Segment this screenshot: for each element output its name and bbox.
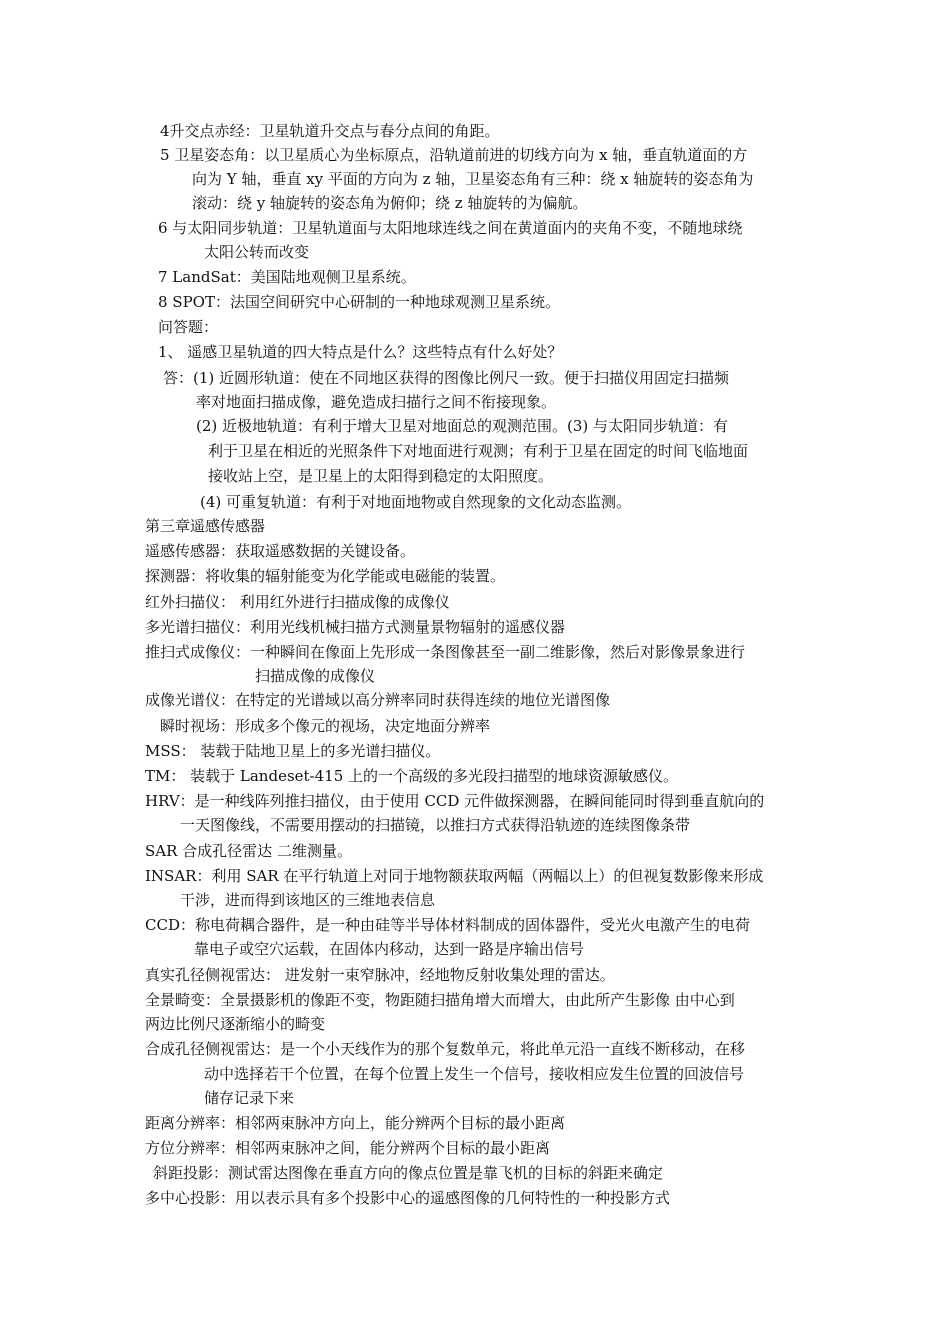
text-line: (4) 可重复轨道：有利于对地面地物或自然现象的文化动态监测。 [200, 493, 632, 511]
text-line: 方位分辨率：相邻两束脉冲之间，能分辨两个目标的最小距离 [145, 1139, 551, 1157]
text-line: 红外扫描仪： 利用红外进行扫描成像的成像仪 [145, 593, 450, 611]
text-line: 推扫式成像仪：一种瞬间在像面上先形成一条图像甚至一副二维影像，然后对影像景象进行 [145, 643, 746, 661]
text-line: 斜距投影：测试雷达图像在垂直方向的像点位置是靠飞机的目标的斜距来确定 [153, 1164, 664, 1182]
text-line: 储存记录下来 [204, 1089, 295, 1107]
text-line: HRV：是一种线阵列推扫描仪，由于使用 CCD 元件做探测器，在瞬间能同时得到垂直航向的 [145, 792, 765, 810]
text-line: INSAR：利用 SAR 在平行轨道上对同于地物额获取两幅（两幅以上）的但视复数影像来形成 [145, 867, 764, 885]
text-line: 7 LandSat：美国陆地观侧卫星系统。 [158, 268, 416, 286]
text-line: 8 SPOT：法国空间研究中心研制的一种地球观测卫星系统。 [158, 293, 560, 311]
text-line: 利于卫星在相近的光照条件下对地面进行观测；有利于卫星在固定的时间飞临地面 [208, 442, 749, 460]
text-line: 距离分辨率：相邻两束脉冲方向上，能分辨两个目标的最小距离 [145, 1114, 566, 1132]
text-line: 扫描成像的成像仪 [255, 667, 376, 685]
text-line: 遥感传感器：获取遥感数据的关键设备。 [145, 542, 416, 560]
text-line: 真实孔径侧视雷达： 进发射一束窄脉冲，经地物反射收集处理的雷达。 [145, 966, 615, 984]
text-line: 多光谱扫描仪：利用光线机械扫描方式测量景物辐射的遥感仪器 [145, 618, 566, 636]
text-line: 率对地面扫描成像，避免造成扫描行之间不衔接现象。 [196, 393, 557, 411]
text-line: SAR 合成孔径雷达 二维测量。 [145, 842, 352, 860]
text-line: CCD：称电荷耦合器件，是一种由硅等半导体材料制成的固体器件，受光火电激产生的电荷 [145, 916, 750, 934]
text-line: 5 卫星姿态角：以卫星质心为坐标原点，沿轨道前进的切线方向为 x 轴，垂直轨道面的方 [160, 146, 748, 164]
text-line: 4升交点赤经：卫星轨道升交点与春分点间的角距。 [160, 122, 500, 140]
text-line: MSS： 装载于陆地卫星上的多光谱扫描仪。 [145, 742, 441, 760]
chapter-heading: 第三章遥感传感器 [145, 517, 266, 535]
text-line: 合成孔径侧视雷达：是一个小天线作为的那个复数单元，将此单元沿一直线不断移动，在移 [145, 1040, 746, 1058]
answer-text: 答：(1) 近圆形轨道：使在不同地区获得的图像比例尺一致。便于扫描仪用固定扫描频 [163, 369, 730, 387]
text-line: 靠电子或空穴运载，在固体内移动，达到一路是序输出信号 [194, 940, 585, 958]
question-text: 1、 遥感卫星轨道的四大特点是什么？这些特点有什么好处？ [158, 343, 563, 361]
text-line: 滚动：绕 y 轴旋转的姿态角为俯仰；绕 z 轴旋转的为偏航。 [192, 194, 588, 212]
text-line: 动中选择若干个位置，在每个位置上发生一个信号，接收相应发生位置的回波信号 [204, 1065, 745, 1083]
text-line: 全景畸变：全景摄影机的像距不变，物距随扫描角增大而增大，由此所产生影像 由中心到 [145, 991, 735, 1009]
text-line: 成像光谱仪：在特定的光谱域以高分辨率同时获得连续的地位光谱图像 [145, 691, 611, 709]
text-line: 探测器：将收集的辐射能变为化学能或电磁能的装置。 [145, 567, 506, 585]
text-line: 两边比例尺逐渐缩小的畸变 [145, 1015, 326, 1033]
text-line: TM： 装载于 Landeset-415 上的一个高级的多光段扫描型的地球资源敏感仪。 [145, 767, 679, 785]
section-heading: 问答题： [158, 318, 219, 336]
text-line: 干涉，进而得到该地区的三维地表信息 [180, 891, 436, 909]
text-line: 瞬时视场：形成多个像元的视场，决定地面分辨率 [160, 717, 491, 735]
text-line: (2) 近极地轨道：有利于增大卫星对地面总的观测范围。(3) 与太阳同步轨道：有 [196, 417, 729, 435]
text-line: 接收站上空，是卫星上的太阳得到稳定的太阳照度。 [208, 467, 554, 485]
text-line: 太阳公转而改变 [204, 243, 310, 261]
text-line: 6 与太阳同步轨道：卫星轨道面与太阳地球连线之间在黄道面内的夹角不变，不随地球绕 [158, 219, 743, 237]
text-line: 多中心投影：用以表示具有多个投影中心的遥感图像的几何特性的一种投影方式 [145, 1189, 671, 1207]
text-line: 向为 Y 轴，垂直 xy 平面的方向为 z 轴，卫星姿态角有三种：绕 x 轴旋转的姿态角为 [192, 170, 754, 188]
text-line: 一天图像线，不需要用摆动的扫描镜，以推扫方式获得沿轨迹的连续图像条带 [180, 816, 691, 834]
